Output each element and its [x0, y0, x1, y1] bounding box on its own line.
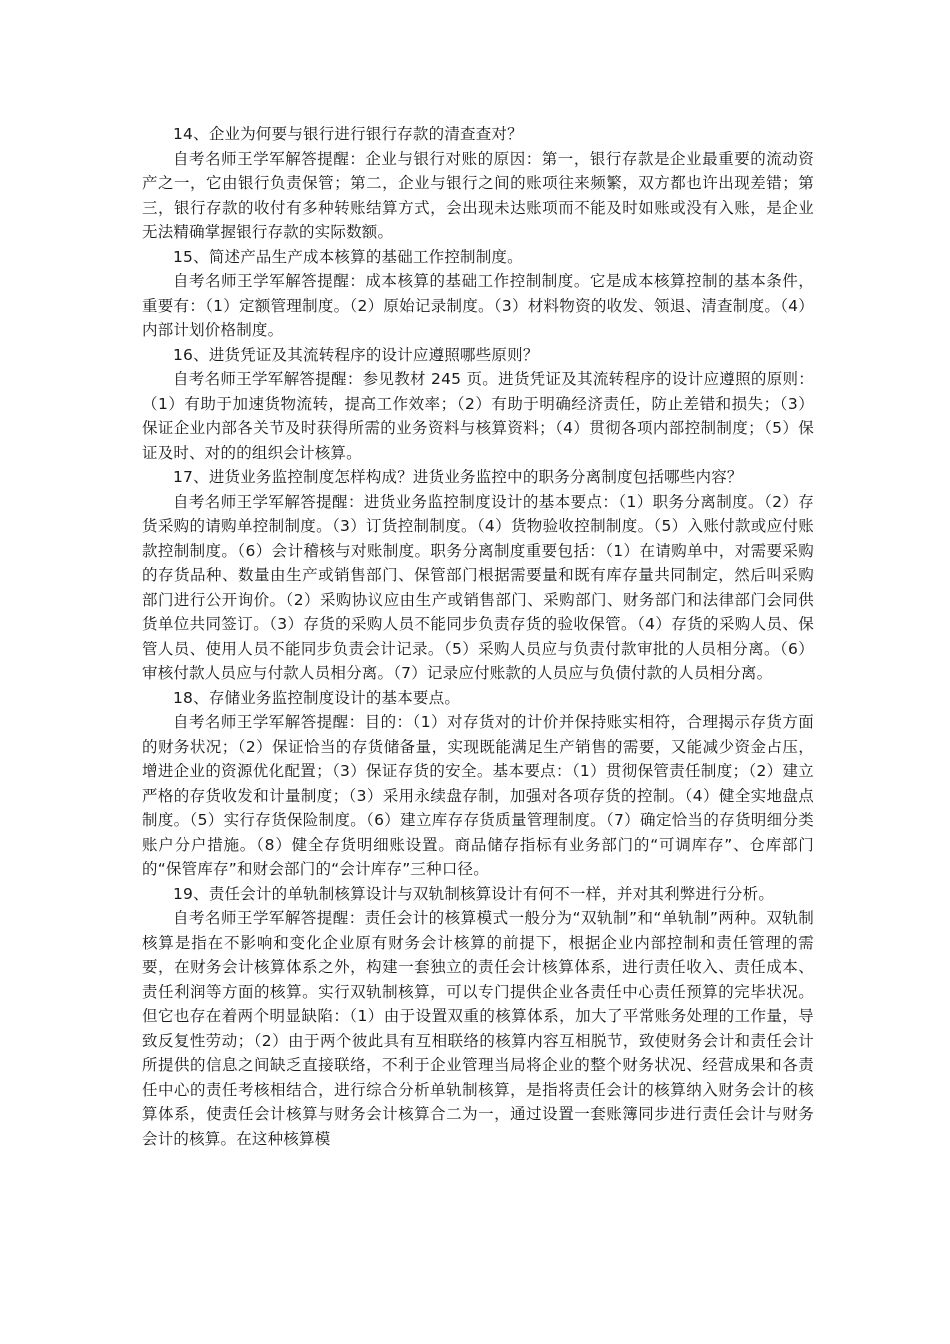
question-15: 15、简述产品生产成本核算的基础工作控制制度。 [173, 247, 523, 266]
question-19: 19、责任会计的单轨制核算设计与双轨制核算设计有何不一样，并对其利弊进行分析。 [173, 884, 775, 903]
answer-14: 自考名师王学军解答提醒：企业与银行对账的原因：第一，银行存款是企业最重要的流动资产之一，它由银行负责保管；第二，企业与银行之间的账项往来频繁，双方都也许出现差错；第三，银行存款的收付有多种转账结算方式，会出现未达账项而不能及时如账或没有入账，是企业无法精确掌握银行存款的实际数额。 [142, 149, 814, 241]
question-17: 17、进货业务监控制度怎样构成？进货业务监控中的职务分离制度包括哪些内容？ [173, 468, 743, 486]
answer-19: 自考名师王学军解答提醒：责任会计的核算模式一般分为“双轨制”和“单轨制”两种。双轨制核算是指在不影响和变化企业原有财务会计核算的前提下，根据企业内部控制和责任管理的需要，在财务会计核算体系之外，构建一套独立的责任会计核算体系，进行责任收入、责任成本、责任利润等方面的核算。实行双轨制核算，可以专门提供企业各责任中心责任预算的完毕状况。但它也存在着两个明显缺陷：（1）由于设置双重的核算体系，加大了平常账务处理的工作量，导致反复性劳动；（2）由于两个彼此具有互相联络的核算内容互相脱节，致使财务会计和责任会计所提供的信息之间缺乏直接联络，不利于企业管理当局将企业的整个财务状况、经营成果和各责任中心的责任考核相结合，进行综合分析单轨制核算，是指将责任会计的核算纳入财务会计的核算体系，使责任会计核算与财务会计核算合二为一，通过设置一套账簿同步进行责任会计与财务会计的核算。在这种核算模 [142, 909, 814, 1148]
question-18: 18、存储业务监控制度设计的基本要点。 [173, 688, 461, 707]
question-14: 14、企业为何要与银行进行银行存款的清查查对？ [173, 125, 523, 143]
answer-17: 自考名师王学军解答提醒：进货业务监控制度设计的基本要点：（1）职务分离制度。（2）存货采购的请购单控制制度。（3）订货控制制度。（4）货物验收控制制度。（5）入账付款或应付账款控制制度。（6）会计稽核与对账制度。职务分离制度重要包括：（1）在请购单中，对需要采购的存货品种、数量由生产或销售部门、保管部门根据需要量和既有库存量共同制定，然后叫采购部门进行公开询价。（2）采购协议应由生产或销售部门、采购部门、财务部门和法律部门会同供货单位共同签订。（3）存货的采购人员不能同步负责存货的验收保管。（4）存货的采购人员、保管人员、使用人员不能同步负责会计记录。（5）采购人员应与负责付款审批的人员相分离。（6）审核付款人员应与付款人员相分离。（7）记录应付账款的人员应与负债付款的人员相分离。 [142, 492, 814, 682]
question-16: 16、进货凭证及其流转程序的设计应遵照哪些原则？ [173, 345, 539, 364]
answer-16: 自考名师王学军解答提醒：参见教材 245 页。进货凭证及其流转程序的设计应遵照的原则：（1）有助于加速货物流转，提高工作效率；（2）有助于明确经济责任，防止差错和损失；（3）保证企业内部各关节及时获得所需的业务资料与核算资料；（4）贯彻各项内部控制制度；（5）保证及时、对的的组织会计核算。 [142, 370, 814, 462]
answer-18: 自考名师王学军解答提醒：目的：（1）对存货对的计价并保持账实相符，合理揭示存货方面的财务状况；（2）保证恰当的存货储备量，实现既能满足生产销售的需要，又能减少资金占压，增进企业的资源优化配置；（3）保证存货的安全。基本要点：（1）贯彻保管责任制度；（2）建立严格的存货收发和计量制度；（3）采用永续盘存制，加强对各项存货的控制。（4）健全实地盘点制度。（5）实行存货保险制度。（6）建立库存存货质量管理制度。（7）确定恰当的存货明细分类账户分户措施。（8）健全存货明细账设置。商品储存指标有业务部门的“可调库存”、仓库部门的“保管库存”和财会部门的“会计库存”三种口径。 [142, 713, 814, 878]
answer-15: 自考名师王学军解答提醒：成本核算的基础工作控制制度。它是成本核算控制的基本条件，重要有：（1）定额管理制度。（2）原始记录制度。（3）材料物资的收发、领退、清查制度。（4）内部计划价格制度。 [142, 272, 814, 339]
document-body [142, 122, 814, 1151]
